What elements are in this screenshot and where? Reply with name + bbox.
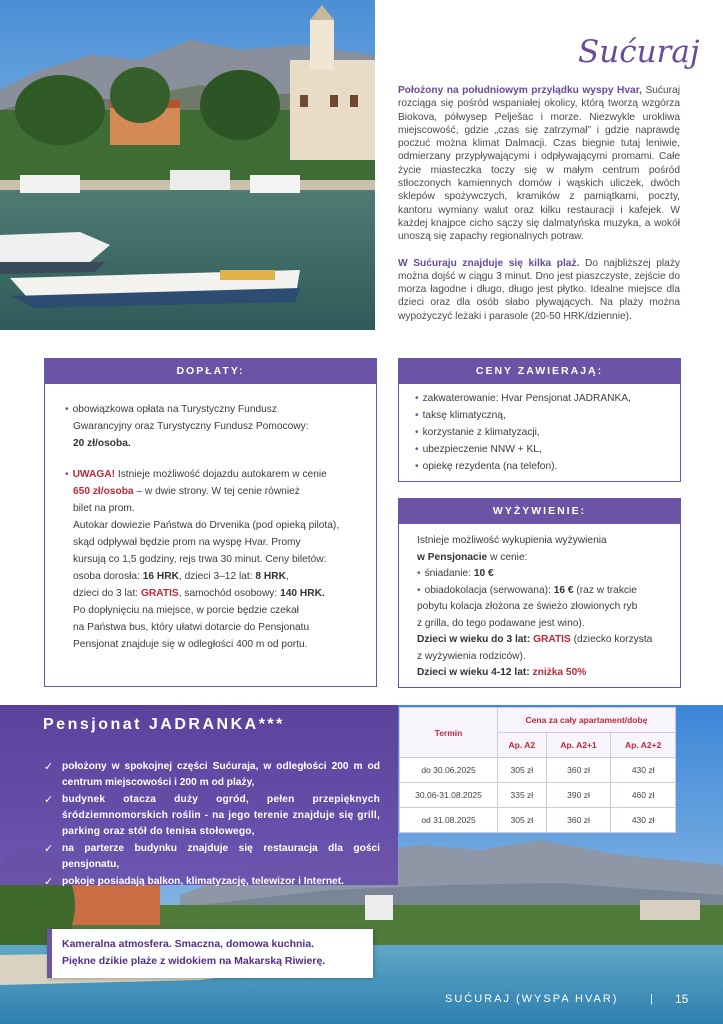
doplaty-header: DOPŁATY: — [45, 359, 376, 384]
doplaty-body — [45, 384, 376, 653]
beaches-lead: W Sućuraju znajduje się kilka plaż. — [398, 257, 580, 269]
table-row — [400, 758, 676, 783]
doplaty-line: Pensjonat znajduje się w odległości 400 m od portu. — [73, 639, 308, 650]
doplaty-text: , samochód osobowy: — [178, 588, 278, 599]
col-group: Cena za cały apartament/dobę — [498, 708, 676, 733]
row-price: 360 zł — [546, 758, 611, 783]
breakfast-price: 10 € — [473, 568, 494, 579]
uwaga-line — [65, 466, 356, 483]
intro-text — [398, 84, 680, 323]
row-price: 430 zł — [611, 758, 676, 783]
quote-box — [47, 929, 373, 978]
doplaty-line: Autokar dowiezie Państwa do Drvenika (pod opieką pilota), — [73, 520, 340, 531]
page-title: Sućuraj — [578, 34, 700, 70]
breakfast-label: śniadanie: — [424, 568, 472, 579]
col-a2: Ap. A2 — [498, 733, 547, 758]
row-termin: 30.06-31.08.2025 — [400, 783, 498, 808]
intro-paragraph-1 — [398, 84, 680, 244]
wyzywienie-pensjonat: w Pensjonacie — [417, 551, 488, 563]
col-termin: Termin — [400, 708, 498, 758]
wyzywienie-text: (dziecko korzysta — [573, 634, 653, 645]
check-icon: ✓ — [44, 761, 54, 773]
row-price: 360 zł — [546, 808, 611, 833]
doplaty-line: na Państwa bus, który ułatwi dotarcie do Pensjonatu — [73, 622, 310, 633]
feature-text: położony w spokojnej części Sućuraja, w odległości 200 m od centrum miejscowości i 200 m od plaży, — [62, 761, 380, 788]
ceny-item: • zakwaterowanie: Hvar Pensjonat JADRANKA, — [415, 390, 664, 407]
price-table — [399, 707, 676, 833]
dinner-price: 16 € — [553, 584, 574, 596]
list-item — [44, 792, 380, 840]
wyzywienie-header: WYŻYWIENIE: — [399, 499, 680, 524]
dinner-label: obiadokolacja (serwowana): — [424, 584, 551, 596]
ticket-child: 8 HRK — [255, 571, 286, 582]
footer-text: SUĆURAJ (WYSPA HVAR) — [445, 993, 619, 1005]
doplaty-fee: 20 zł/osoba. — [73, 438, 131, 449]
row-price: 460 zł — [611, 783, 676, 808]
ceny-item: • taksę klimatyczną, — [415, 407, 664, 424]
kids-4-12-discount: zniżka 50% — [532, 667, 587, 678]
ceny-item: • korzystanie z klimatyzacji, — [415, 424, 664, 441]
quote-line: Piękne dzikie plaże z widokiem na Makarską Riwierę. — [62, 955, 326, 967]
ceny-list — [399, 384, 680, 475]
doplaty-line: skąd odpływał będzie prom na wyspę Hvar. Promy — [73, 537, 301, 548]
pensjonat-features — [44, 759, 380, 891]
kids-under3-price: GRATIS — [533, 634, 571, 645]
list-item — [44, 874, 380, 890]
wyzywienie-line: z grilla, do tego podawane jest wino). — [417, 617, 585, 629]
doplaty-line: Istnieje możliwość dojazdu autokarem w cenie — [117, 469, 327, 480]
page-number: 15 — [675, 992, 689, 1006]
doplaty-text: , — [285, 571, 289, 582]
list-item — [44, 759, 380, 791]
list-item — [44, 841, 380, 873]
row-termin: do 30.06.2025 — [400, 758, 498, 783]
col-a22: Ap. A2+2 — [611, 733, 676, 758]
wyzywienie-box — [398, 498, 681, 688]
table-row — [400, 783, 676, 808]
row-termin: od 31.08.2025 — [400, 808, 498, 833]
intro-paragraph-2 — [398, 257, 680, 323]
table-row — [400, 808, 676, 833]
row-price: 335 zł — [498, 783, 547, 808]
row-price: 305 zł — [498, 808, 547, 833]
check-icon: ✓ — [44, 876, 54, 888]
ceny-box — [398, 358, 681, 482]
beaches-body: Do najbliższej plaży można dojść w ciągu 3 minut. Dno jest piaszczyste, zejście do morza łagodne i długo, długo jest płytko. Idealne miejsce dla dzieci oraz dla osób słabo pływających. Na plaży można wypożyczyć leżaki i parasole (20-50 HRK/dziennie). — [398, 257, 681, 322]
ticket-infant: GRATIS — [140, 588, 179, 599]
doplaty-line: Gwarancyjny oraz Turystyczny Fundusz Pomocowy: — [73, 421, 309, 432]
doplaty-box — [44, 358, 377, 687]
row-price: 390 zł — [546, 783, 611, 808]
doplaty-line: kursują co 1,5 godziny, rejs trwa 30 minut. Ceny biletów: — [73, 554, 327, 565]
check-icon: ✓ — [44, 794, 54, 806]
wyzywienie-line: Istnieje możliwość wykupienia wyżywienia — [417, 535, 607, 546]
doplaty-line: bilet na prom. — [73, 503, 135, 514]
ceny-item: • opiekę rezydenta (na telefon). — [415, 458, 664, 475]
doplaty-line: • obowiązkowa opłata na Turystyczny Fundusz — [65, 401, 356, 418]
feature-text: budynek otacza duży ogród, pełen przepięknych śródziemnomorskich roślin - na jego terenie znajduje się grill, parking oraz stół do tenisa stołowego, — [62, 794, 380, 837]
doplaty-text: , dzieci 3–12 lat: — [178, 571, 253, 582]
intro-lead: Położony na południowym przylądku wyspy Hvar, — [398, 85, 642, 96]
doplaty-line: Po dopłynięciu na miejsce, w porcie będzie czekał — [73, 605, 299, 616]
feature-text: na parterze budynku znajduje się restauracja dla gości pensjonatu, — [62, 843, 380, 870]
col-a21: Ap. A2+1 — [546, 733, 611, 758]
kids-under3-label: Dzieci w wieku do 3 lat: — [417, 634, 531, 645]
doplaty-text: osoba dorosła: — [73, 571, 140, 582]
ceny-item: • ubezpieczenie NNW + KL, — [415, 441, 664, 458]
wyzywienie-text: (raz w trakcie — [576, 584, 637, 596]
wyzywienie-line: pobytu kolacja złożona ze świeżo złowionych ryb — [417, 601, 638, 612]
feature-text: pokoje posiadają balkon, klimatyzację, telewizor i Internet. — [62, 876, 344, 887]
wyzywienie-line: z wyżywienia rodziców). — [417, 650, 526, 662]
uwaga-label: UWAGA! — [72, 469, 116, 480]
wyzywienie-body — [399, 524, 680, 682]
doplaty-text: dzieci do 3 lat: — [73, 588, 139, 599]
bus-price: 650 zł/osoba — [73, 486, 134, 497]
wyzywienie-text: w cenie: — [490, 551, 528, 563]
ceny-header: CENY ZAWIERAJĄ: — [399, 359, 680, 384]
kids-4-12-label: Dzieci w wieku 4-12 lat: — [417, 667, 530, 678]
intro-body: Sućuraj rozciąga się pośród wspaniałej okolicy, którą tworzą wzgórza Biokova, półwysep Pelješac i morze. Niezwykle urokliwa miejscowość, gdzie „czas się zatrzymał” i gdzie naprawdę poczuć można klimat Dalmacji. Czas biegnie tutaj leniwie, odmierzany przypływającymi i odpływającymi promami. Całe życie miasteczka toczy się w małym centrum pośród stłoczonych kamiennych domów i wąskich uliczek, dwóch sklepów spożywczych, kramików z pamiątkami, poczty, kantoru wymiany walut oraz kilku restauracji i kafejek. W każdej knajpce cicho sączy się dalmatyńska muzyka, a wokół unoszą się zapachy regionalnych potraw. — [398, 85, 680, 243]
harbor-photo — [0, 0, 375, 330]
footer-separator: | — [650, 993, 653, 1005]
row-price: 305 zł — [498, 758, 547, 783]
row-price: 430 zł — [611, 808, 676, 833]
doplaty-line: – w dwie strony. W tej cenie również — [136, 486, 300, 497]
quote-line: Kameralna atmosfera. Smaczna, domowa kuchnia. — [62, 938, 315, 950]
check-icon: ✓ — [44, 843, 54, 855]
pensjonat-title: Pensjonat JADRANKA*** — [43, 716, 285, 733]
ticket-car: 140 HRK. — [280, 588, 325, 599]
ticket-adult: 16 HRK — [142, 571, 179, 582]
